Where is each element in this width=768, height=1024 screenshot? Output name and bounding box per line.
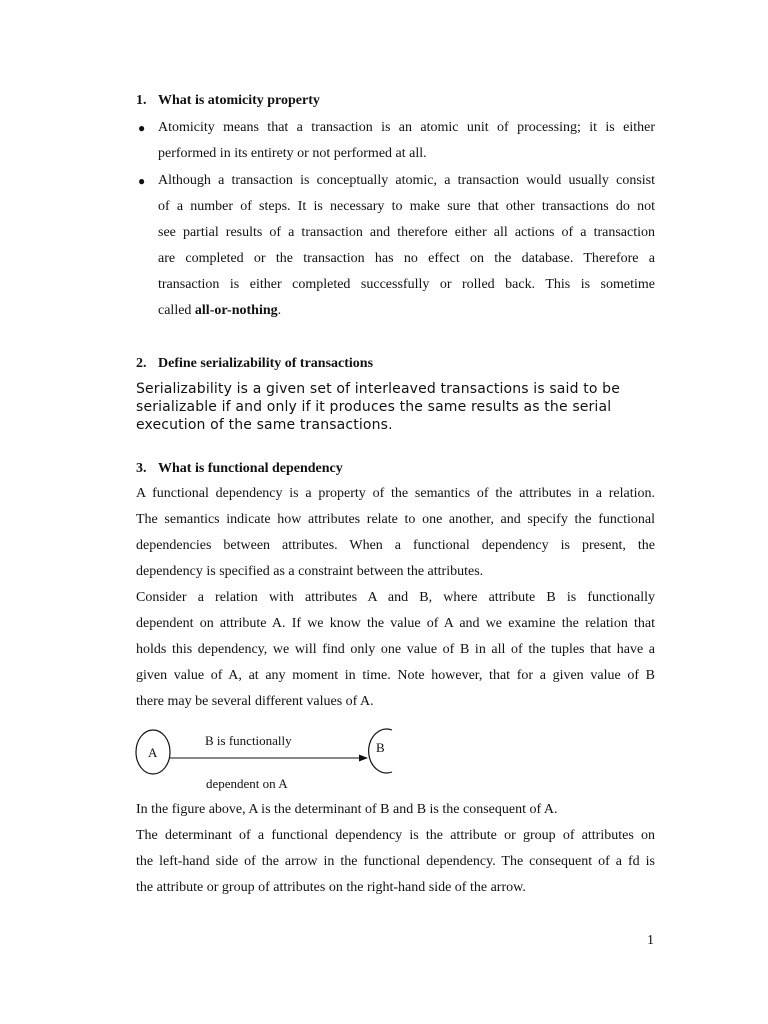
fd-paragraph-1 — [136, 481, 655, 585]
text-line: are completed or the transaction has no effect on the database. Therefore a — [158, 251, 655, 266]
functional-dependency-diagram — [130, 728, 410, 794]
arrow-label-bottom: dependent on A — [206, 776, 288, 791]
bold-term: all-or-nothing — [194, 303, 278, 318]
bullet-dot-icon: ● — [138, 174, 146, 188]
bullet-atomicity-definition — [158, 115, 655, 167]
text-line: The semantics indicate how attributes relate to one another, and specify the functional — [136, 512, 655, 527]
section-2-heading — [136, 355, 373, 373]
bullet-dot-icon: ● — [138, 121, 146, 135]
text-line: there may be several different values of A. — [136, 694, 374, 709]
text-line: dependent on attribute A. If we know the value of A and we examine the relation that — [136, 616, 655, 631]
text-line: execution of the same transactions. — [136, 417, 393, 433]
text-line: In the figure above, A is the determinant of B and B is the consequent of A. — [136, 802, 558, 817]
section-2-title: Define serializability of transactions — [158, 356, 374, 371]
section-3-number: 3. — [136, 461, 147, 476]
text-line: performed in its entirety or not performed at all. — [158, 146, 427, 161]
page-number: 1 — [647, 933, 654, 948]
fd-paragraph-3 — [136, 797, 655, 823]
section-1-heading — [136, 92, 320, 110]
text-line: Atomicity means that a transaction is an atomic unit of processing; it is either — [158, 120, 655, 135]
text-line: given value of A, at any moment in time. Note however, that for a given value of B — [136, 668, 655, 683]
text-line: Serializability is a given set of interleaved transactions is said to be — [136, 381, 620, 397]
fd-paragraph-2 — [136, 585, 655, 715]
section-3-title: What is functional dependency — [158, 461, 343, 476]
text-line: of a number of steps. It is necessary to make sure that other transactions do not — [158, 199, 655, 214]
text-line: dependencies between attributes. When a functional dependency is present, the — [136, 538, 655, 553]
bullet-atomicity-steps — [158, 168, 655, 324]
text-line: The determinant of a functional dependency is the attribute or group of attributes on — [136, 828, 655, 843]
text-fragment: . — [277, 303, 282, 318]
node-a-label: A — [148, 745, 158, 760]
fd-paragraph-4 — [136, 823, 655, 901]
text-line: Although a transaction is conceptually atomic, a transaction would usually consist — [158, 173, 655, 188]
text-line: the left-hand side of the arrow in the functional dependency. The consequent of a fd is — [136, 854, 655, 869]
text-line: the attribute or group of attributes on the right-hand side of the arrow. — [136, 880, 526, 895]
section-1-number: 1. — [136, 93, 147, 108]
node-b-label: B — [376, 740, 385, 755]
arrowhead-icon — [359, 755, 368, 762]
text-line: holds this dependency, we will find only one value of B in all of the tuples that have a — [136, 642, 655, 657]
text-line: see partial results of a transaction and therefore either all actions of a transaction — [158, 225, 655, 240]
section-2-number: 2. — [136, 356, 147, 371]
arrow-label-top: B is functionally — [205, 733, 292, 748]
text-line: serializable if and only if it produces the same results as the serial — [136, 399, 612, 415]
text-fragment: called — [158, 303, 195, 318]
section-3-heading — [136, 460, 343, 478]
text-line-last — [158, 298, 655, 324]
text-line: dependency is specified as a constraint between the attributes. — [136, 564, 484, 579]
text-line: transaction is either completed successfully or rolled back. This is sometime — [158, 277, 655, 292]
serializability-definition — [136, 380, 661, 434]
section-1-title: What is atomicity property — [158, 93, 320, 108]
text-line: Consider a relation with attributes A and B, where attribute B is functionally — [136, 590, 655, 605]
text-line: A functional dependency is a property of the semantics of the attributes in a relation. — [136, 486, 655, 501]
